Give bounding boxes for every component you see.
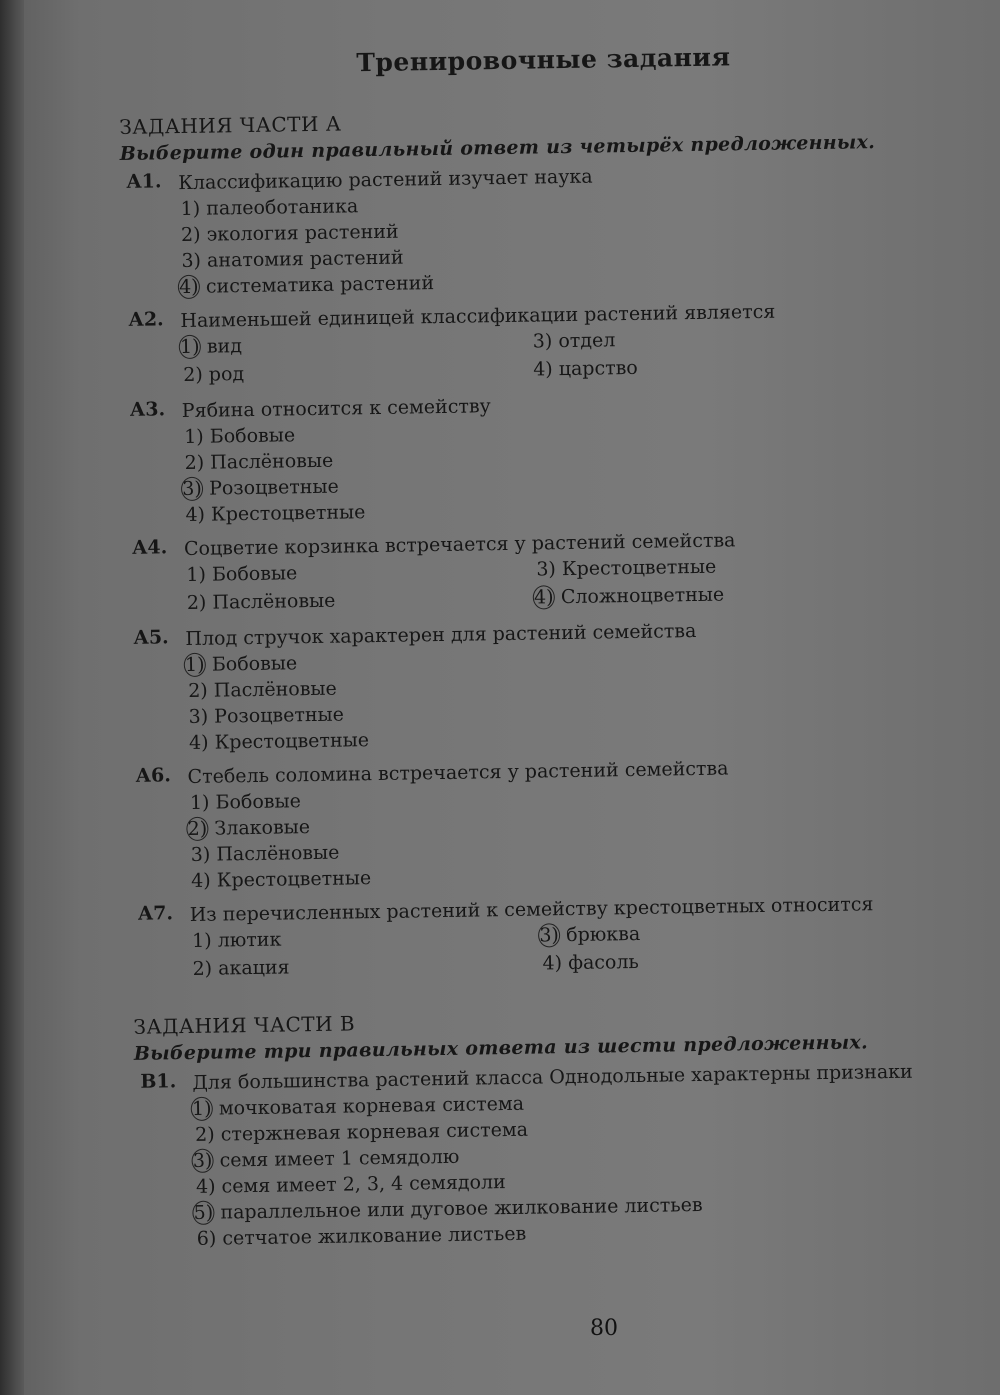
question-text: Рябина относится к семейству: [181, 395, 491, 423]
answer-text: Злаковые: [214, 816, 311, 840]
answer-text: семя имеет 1 семядолю: [219, 1145, 460, 1172]
answer-number: 3): [190, 843, 211, 866]
answer-number: 2): [186, 591, 207, 614]
answer-text: анатомия растений: [206, 246, 404, 272]
question-number: А3.: [129, 398, 166, 421]
question: [122, 296, 973, 391]
page-title: Тренировочные задания: [356, 42, 731, 78]
answer-text: экология растений: [206, 220, 399, 246]
answer-number: 4): [185, 503, 206, 526]
answer-number: 2): [183, 363, 203, 387]
answer-text: фасоль: [567, 950, 639, 975]
answer-number: 2): [180, 223, 201, 247]
part-a-heading: ЗАДАНИЯ ЧАСТИ А: [119, 111, 342, 139]
answer-options: [191, 1084, 987, 1252]
answer-options: [179, 322, 974, 390]
answer-text: Бобовые: [209, 424, 296, 448]
answer-number: 3): [536, 558, 557, 581]
question-text: Для большинства растений класса Однодольные характерны признаки: [192, 1060, 913, 1094]
answer-number: 3): [532, 330, 553, 353]
question-number: А5.: [133, 626, 169, 649]
answer-text: отдел: [558, 329, 616, 353]
circled-answer-number: 3): [182, 477, 202, 501]
answer-text: брюква: [565, 922, 641, 947]
answer-text: Сложноцветные: [560, 583, 725, 609]
answer-options: [186, 550, 977, 618]
page-content: [118, 27, 987, 1261]
answer-options: [184, 640, 980, 756]
answer-option: [187, 584, 537, 617]
circled-answer-number: 3): [539, 924, 560, 947]
question: [120, 158, 972, 301]
part-a-questions: [120, 158, 983, 985]
answer-text: царство: [558, 356, 638, 381]
question-number: А1.: [126, 170, 162, 193]
answer-number: 3): [181, 249, 202, 273]
question: [126, 524, 977, 619]
part-b-instruction: Выберите три правильных ответа из шести предложенных.: [133, 1031, 869, 1065]
answer-text: Розоцветные: [214, 703, 345, 728]
answer-number: 1): [191, 929, 212, 952]
part-b-questions: [134, 1058, 987, 1253]
answer-text: Паслёновые: [216, 841, 340, 866]
answer-text: Крестоцветные: [561, 555, 717, 581]
answer-text: Розоцветные: [208, 475, 339, 500]
answer-text: палеоботаника: [206, 195, 359, 220]
part-b-heading: ЗАДАНИЯ ЧАСТИ В: [133, 1011, 356, 1039]
question-number: А6.: [135, 764, 172, 787]
question-text: Стебель соломина встречается у растений семейства: [187, 757, 729, 788]
question: [127, 614, 979, 757]
answer-option: [542, 944, 982, 979]
answer-text: семя имеет 2, 3, 4 семядоли: [221, 1171, 506, 1198]
circled-answer-number: 4): [533, 586, 554, 609]
answer-number: 2): [195, 1123, 215, 1146]
answer-text: Бобовые: [211, 562, 298, 586]
answer-options: [187, 778, 982, 894]
answer-text: лютик: [217, 928, 282, 952]
answer-text: Бобовые: [215, 790, 302, 814]
answer-number: 1): [180, 197, 201, 221]
question-number: В1.: [140, 1070, 177, 1093]
circled-answer-number: 1): [191, 1097, 212, 1120]
answer-number: 4): [188, 731, 209, 754]
circled-answer-number: 5): [193, 1201, 214, 1224]
question-text: Соцветие корзинка встречается у растений семейства: [183, 529, 736, 561]
answer-options: [184, 412, 976, 528]
question: [124, 386, 976, 529]
answer-text: акация: [217, 956, 290, 980]
answer-number: 2): [188, 679, 208, 702]
answer-text: Бобовые: [211, 652, 298, 676]
page-number: 80: [590, 1316, 618, 1341]
answer-text: параллельное или дуговое жилкование листьев: [220, 1193, 703, 1224]
answer-number: 1): [189, 791, 210, 814]
answer-options: [192, 916, 983, 984]
answer-text: стержневая корневая система: [220, 1118, 529, 1146]
answer-options: [180, 184, 972, 300]
answer-option: [533, 578, 977, 613]
question-number: А4.: [131, 536, 168, 559]
answer-text: сетчатое жилкование листьев: [222, 1222, 527, 1250]
answer-number: 4): [542, 952, 563, 975]
question-text: Из перечисленных растений к семейству крестоцветных относится: [189, 893, 874, 926]
question: [134, 1058, 987, 1253]
question-number: А7.: [137, 902, 174, 925]
answer-text: Крестоцветные: [216, 867, 372, 892]
answer-option: [192, 950, 542, 983]
question-number: А2.: [128, 308, 164, 331]
answer-text: Паслёновые: [210, 449, 334, 474]
answer-number: 1): [186, 563, 207, 586]
answer-text: Крестоцветные: [214, 729, 370, 754]
answer-number: 2): [184, 451, 205, 475]
answer-text: род: [208, 363, 245, 386]
question-text: Плод стручок характерен для растений семейства: [185, 619, 697, 651]
answer-text: мочковатая корневая система: [218, 1092, 525, 1120]
answer-number: 4): [195, 1175, 216, 1198]
circled-answer-number: 1): [179, 335, 200, 359]
answer-text: Паслёновые: [213, 677, 337, 702]
circled-answer-number: 3): [192, 1149, 213, 1172]
answer-number: 3): [188, 705, 209, 728]
answer-option: [533, 350, 973, 385]
book-spine: [0, 0, 24, 1395]
question-text: Классификацию растений изучает наука: [178, 165, 593, 195]
answer-text: Паслёновые: [212, 589, 336, 614]
circled-answer-number: 4): [178, 275, 199, 299]
question-text: Наименьшей единицей классификации растений является: [180, 300, 776, 333]
question: [129, 752, 981, 895]
circled-answer-number: 1): [184, 653, 205, 677]
question: [132, 890, 983, 985]
answer-text: Крестоцветные: [210, 501, 366, 526]
answer-number: 2): [192, 957, 213, 980]
answer-text: вид: [206, 335, 243, 358]
answer-number: 6): [196, 1227, 217, 1250]
answer-number: 1): [184, 425, 204, 449]
answer-text: систематика растений: [205, 272, 435, 298]
part-a-instruction: Выберите один правильный ответ из четырёх предложенных.: [119, 131, 876, 165]
answer-option: [183, 357, 533, 390]
answer-number: 4): [191, 869, 211, 892]
circled-answer-number: 2): [187, 817, 208, 841]
answer-number: 4): [533, 358, 553, 381]
